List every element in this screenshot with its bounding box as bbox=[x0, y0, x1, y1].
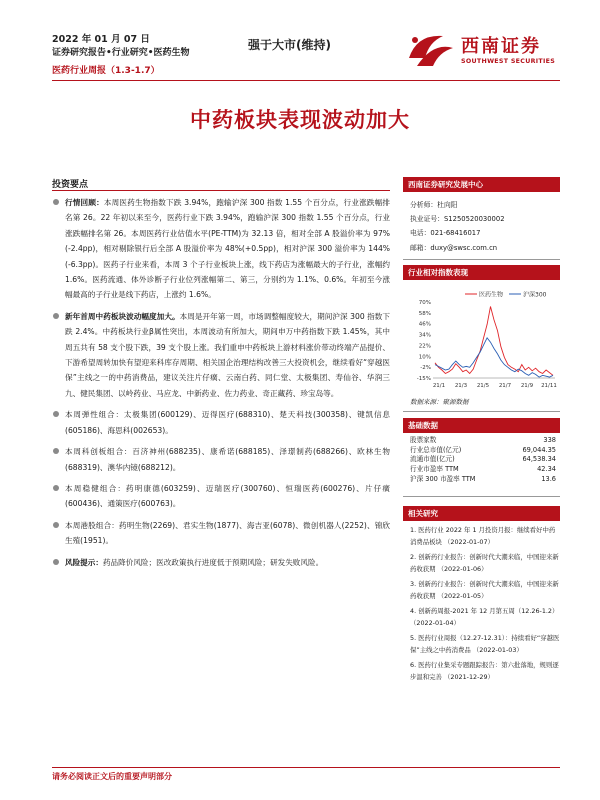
report-subtitle: 医药行业周报（1.3-1.7） bbox=[52, 66, 160, 76]
y-tick-label: 58% bbox=[418, 310, 431, 317]
basics-divider bbox=[403, 496, 560, 497]
analyst-name: 分析师：杜向阳 bbox=[410, 201, 458, 209]
bullet-icon bbox=[53, 411, 59, 417]
chart-divider bbox=[403, 411, 560, 412]
summary-paragraph: 风险提示：药品降价风险；医改政策执行进度低于预期风险；研发失败风险。 bbox=[52, 555, 390, 570]
bullet-icon bbox=[53, 559, 59, 565]
investment-heading: 投资要点 bbox=[52, 180, 89, 190]
analyst-email[interactable]: 邮箱：duxy@swsc.com.cn bbox=[410, 243, 498, 252]
y-tick-label: 10% bbox=[418, 354, 431, 361]
bullet-icon bbox=[53, 522, 59, 528]
basics-row: 行业市盈率 TTM 42.34 bbox=[410, 465, 556, 474]
analyst-heading: 西南证券研究发展中心 bbox=[403, 177, 560, 192]
footer-divider bbox=[52, 767, 560, 768]
relative-index-chart bbox=[403, 286, 560, 392]
related-item[interactable]: 2. 创新药行业报告：创新时代大潮来临，中国迎来新药收获期 （2022-01-06） bbox=[410, 553, 559, 573]
chart-svg bbox=[403, 286, 560, 392]
basics-heading: 基础数据 bbox=[403, 418, 560, 433]
related-heading: 相关研究 bbox=[403, 506, 560, 521]
y-tick-label: 46% bbox=[418, 321, 431, 328]
header-divider bbox=[52, 80, 560, 81]
report-category: 证券研究报告•行业研究•医药生物 bbox=[52, 48, 190, 58]
summary-paragraph: 本周港股组合：药明生物(2269)、君实生物(1877)、海吉亚(6078)、微创机器人(2252)、锦欣生殖(1951)。 bbox=[52, 518, 390, 549]
y-tick-label: 70% bbox=[418, 300, 431, 306]
y-tick-label: -2% bbox=[420, 365, 431, 372]
industry-rating: 强于大市(维持) bbox=[248, 38, 331, 52]
related-item[interactable]: 4. 创新药周报-2021 年 12 月第五周（12.26-1.2） （2022-01-04） bbox=[410, 607, 559, 627]
chart-source: 数据来源：聚源数据 bbox=[410, 398, 469, 406]
analyst-phone: 电话：021-68416017 bbox=[410, 229, 481, 238]
summary-paragraph: 新年首周中药板块波动幅度加大。本周是开年第一周，市场调整幅度较大，期间沪深 300 指数下跌 2.4%。中药板块行业β属性突出，本周波动有所加大，期间申万中药指数下跌 1.45%，其中周五共有 58 支个股下跌，39 支个股上涨。我们重申中药板块上游材料涨价带动终端产品提价、下游希望周转加快有望迎来科库存周期、相关国企治理结构改善三大投资机会，继续看好“穿越医保”主线之一的中药消费品，建议关注片仔癀、云南白药、同仁堂、太极集团、寿仙谷、华润三九、健民集团、以岭药业、马应龙、中新药业、佐力药业、奇正藏药、珍宝岛等。 bbox=[52, 309, 390, 401]
x-tick-label: 21/3 bbox=[454, 383, 468, 389]
analyst-info bbox=[410, 198, 505, 255]
x-tick-label: 21/11 bbox=[541, 383, 557, 389]
legend-label-series-0: 医药生物 bbox=[479, 291, 504, 299]
logo-emblem-icon bbox=[403, 28, 457, 74]
footer-disclaimer: 请务必阅读正文后的重要声明部分 bbox=[52, 772, 172, 781]
related-research-list bbox=[410, 525, 560, 687]
x-tick-label: 21/5 bbox=[476, 383, 490, 389]
basics-row: 流通市值(亿元) 64,538.34 bbox=[410, 455, 556, 464]
series-line-0 bbox=[435, 307, 553, 376]
related-item[interactable]: 6. 医药行业集采专题跟踪报告：第六批落地，规则逐步温和完善 （2021-12-29） bbox=[410, 661, 559, 681]
investment-summary bbox=[52, 195, 390, 576]
chart-lines bbox=[435, 307, 553, 378]
x-tick-label: 21/9 bbox=[520, 383, 534, 389]
bullet-icon bbox=[53, 313, 59, 319]
y-tick-label: 22% bbox=[418, 343, 431, 350]
bullet-icon bbox=[53, 199, 59, 205]
summary-paragraph: 本周科创板组合：百济神州(688235)、康希诺(688185)、泽璟制药(688266)、欧林生物(688319)、澳华内镜(688212)。 bbox=[52, 444, 390, 475]
chart-heading: 行业相对指数表现 bbox=[403, 265, 560, 280]
analyst-license: 执业证号：S1250520030002 bbox=[410, 215, 505, 224]
x-tick-label: 21/1 bbox=[432, 383, 446, 389]
investment-divider bbox=[52, 190, 390, 191]
series-line-1 bbox=[435, 338, 553, 377]
basics-table bbox=[410, 436, 556, 485]
summary-paragraph: 本周弹性组合：太极集团(600129)、迈得医疗(688310)、楚天科技(300358)、键凯信息(605186)、海思科(002653)。 bbox=[52, 407, 390, 438]
logo-text: 西南证券 bbox=[461, 36, 541, 57]
basics-row: 股票家数 338 bbox=[410, 436, 556, 444]
report-date: 2022 年 01 月 07 日 bbox=[52, 34, 150, 45]
summary-paragraph: 本周稳健组合：药明康德(603259)、迈瑞医疗(300760)、恒瑞医药(600276)、片仔癀(600436)、通策医疗(600763)。 bbox=[52, 481, 390, 512]
legend-label-series-1: 沪深300 bbox=[523, 291, 547, 299]
basics-row: 行业总市值(亿元) 69,044.35 bbox=[410, 445, 556, 454]
x-tick-label: 21/7 bbox=[498, 383, 512, 389]
y-tick-label: 34% bbox=[418, 332, 431, 339]
related-item[interactable]: 3. 创新药行业报告：创新时代大潮来临，中国迎来新药收获期 （2022-01-05） bbox=[410, 580, 559, 600]
bullet-icon bbox=[53, 485, 59, 491]
page-title: 中药板块表现波动加大 bbox=[190, 108, 410, 132]
y-tick-label: -15% bbox=[416, 376, 431, 382]
chart-legend bbox=[465, 291, 547, 299]
summary-paragraph: 行情回顾：本周医药生物指数下跌 3.94%，跑输沪深 300 指数 1.55 个百分点，行业涨跌幅排名第 26。22 年初以来至今，医药行业下跌 3.94%，跑输沪深 300 指数 1.55 个百分点，行业涨跌幅排名第 26。本周医药行业估值水平(PE-TTM)为 32.13 倍，相对全部 A 股溢价率为 97%(-2.4pp)，相对剔除银行后全部 A 股溢价率为 48%(+0.5pp)，相对沪深 300 溢价率为 144%(-6.3pp)。医药子行业来看，本周 3 个子行业板块上涨，线下药店为涨幅最大的子行业，涨幅约 1.6%。医药流通、体外诊断子行业位列涨幅第二、第三，分别约为 1.1%、0.6%。年初至今涨幅最高的子行业是线下药店，上涨约 1.6%。 bbox=[52, 195, 390, 303]
company-logo bbox=[403, 28, 563, 74]
x-axis-ticks bbox=[433, 378, 557, 389]
analyst-divider bbox=[403, 259, 560, 260]
related-item[interactable]: 5. 医药行业周报（12.27-12.31）：持续看好“穿越医保”主线之中药消费品 （2022-01-03） bbox=[410, 634, 560, 654]
bullet-icon bbox=[53, 448, 59, 454]
basics-row: 沪深 300 市盈率 TTM 13.6 bbox=[410, 474, 556, 483]
logo-english: SOUTHWEST SECURITIES bbox=[461, 58, 556, 65]
y-axis-ticks bbox=[417, 300, 431, 382]
related-item[interactable]: 1. 医药行业 2022 年 1 月投资月报：继续看好中药消费品板块 （2022-01-07） bbox=[410, 526, 556, 546]
